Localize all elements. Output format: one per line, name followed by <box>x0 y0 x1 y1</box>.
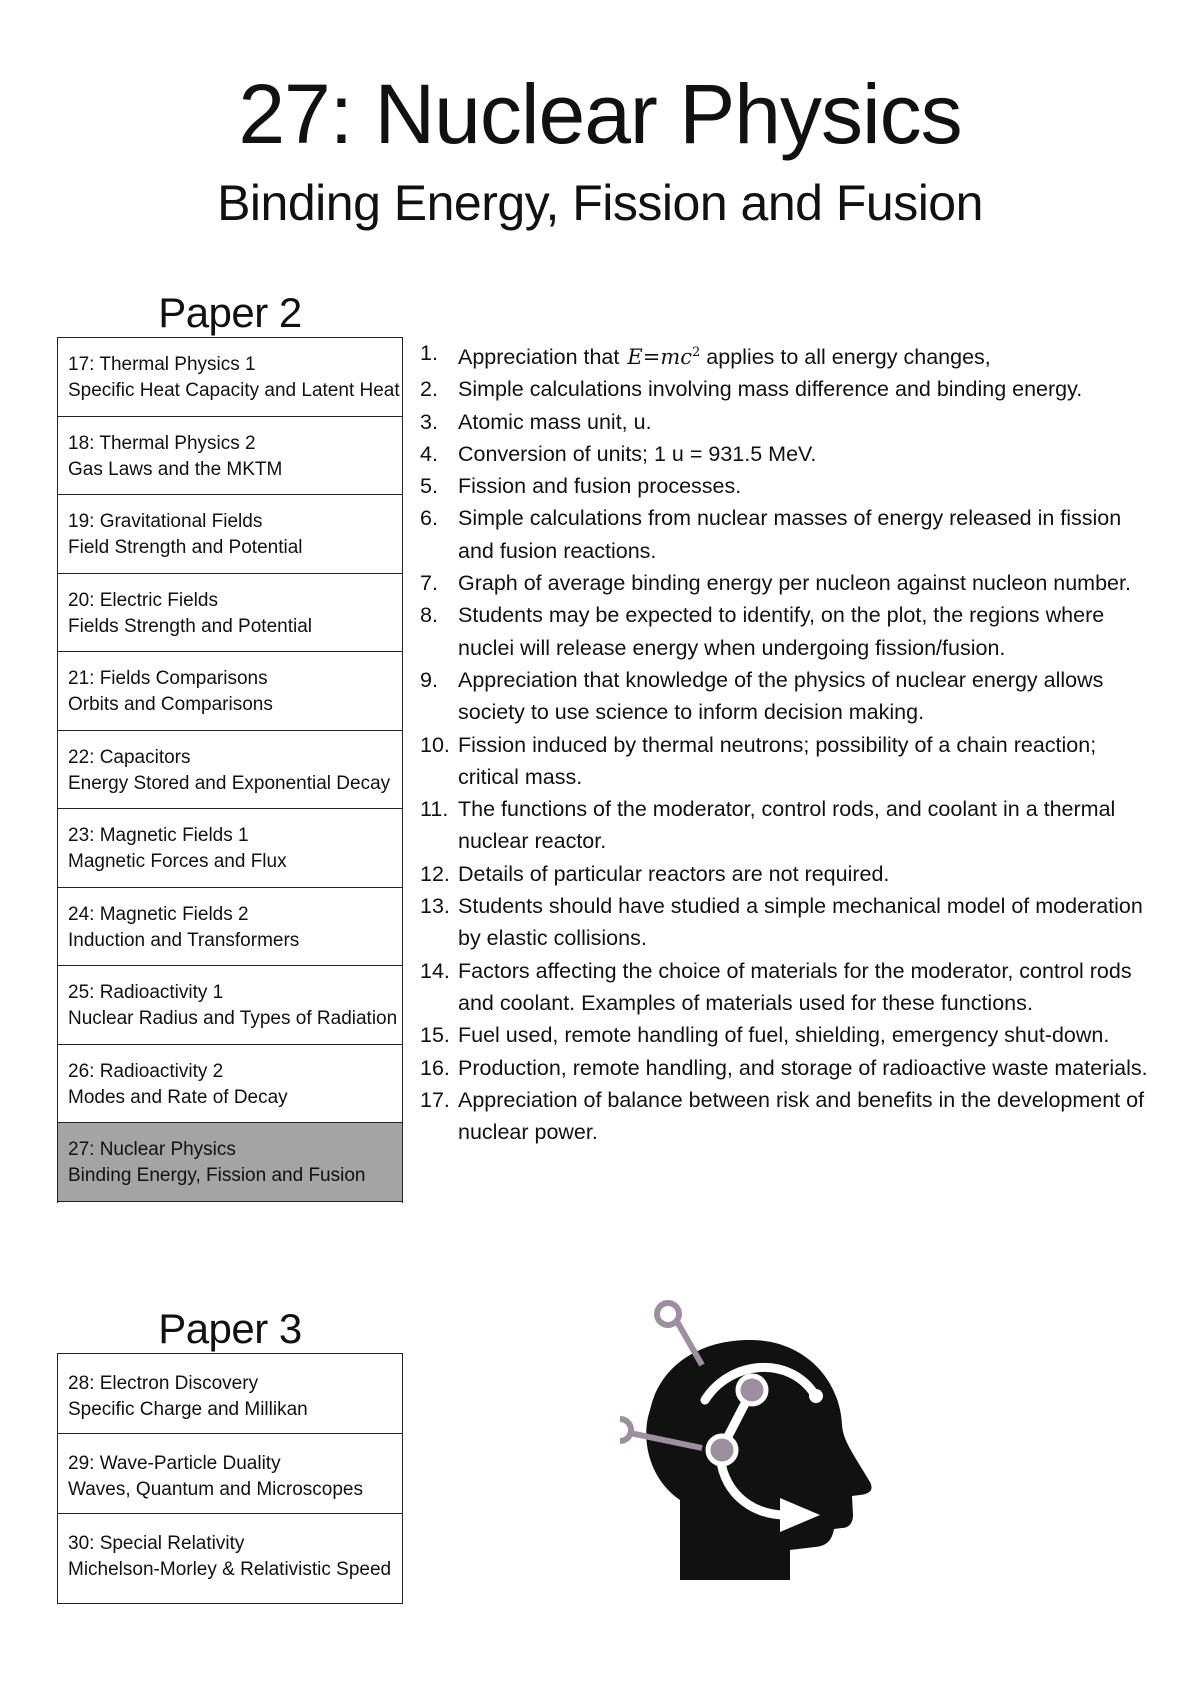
objective-number: 2. <box>420 377 438 402</box>
objective-item <box>420 890 1150 955</box>
topic-18-thermal-physics-2[interactable] <box>58 417 402 496</box>
objective-item <box>420 858 1150 890</box>
objective-number: 8. <box>420 603 438 628</box>
topic-23-magnetic-fields-1[interactable] <box>58 809 402 888</box>
objective-item <box>420 438 1150 470</box>
topic-22-capacitors[interactable] <box>58 731 402 810</box>
topic-17-thermal-physics-1[interactable] <box>58 338 402 417</box>
equation-exponent: 2 <box>692 345 701 360</box>
topic-subtitle: Binding Energy, Fission and Fusion <box>68 1165 366 1186</box>
topic-subtitle: Orbits and Comparisons <box>68 694 273 715</box>
objective-number: 1. <box>420 341 438 365</box>
topic-subtitle: Field Strength and Potential <box>68 537 303 558</box>
topic-title: 17: Thermal Physics 1 <box>68 354 256 375</box>
topic-subtitle: Energy Stored and Exponential Decay <box>68 772 391 794</box>
topic-subtitle: Michelson-Morley & Relativistic Speed <box>68 1559 392 1580</box>
objective-item <box>420 955 1150 1020</box>
topic-20-electric-fields[interactable] <box>58 574 402 653</box>
objective-text: Fission and fusion processes. <box>458 474 742 499</box>
topic-subtitle: Induction and Transformers <box>68 929 300 951</box>
objective-item <box>420 599 1150 664</box>
objective-item <box>420 567 1150 599</box>
topic-title: 29: Wave-Particle Duality <box>68 1453 281 1474</box>
topic-title: 23: Magnetic Fields 1 <box>68 825 249 846</box>
objective-number: 15. <box>420 1023 450 1048</box>
topic-24-magnetic-fields-2[interactable] <box>58 888 402 967</box>
topic-19-gravitational-fields[interactable] <box>58 495 402 574</box>
objective-item <box>420 1084 1150 1149</box>
objective-item <box>420 470 1150 502</box>
objective-text: Production, remote handling, and storage of radioactive waste materials. <box>458 1055 1148 1080</box>
topic-title: 27: Nuclear Physics <box>68 1139 236 1160</box>
topic-title: 25: Radioactivity 1 <box>68 982 224 1003</box>
topic-subtitle: Magnetic Forces and Flux <box>68 851 287 872</box>
topic-26-radioactivity-2[interactable] <box>58 1045 402 1124</box>
objective-item <box>420 502 1150 567</box>
objective-number: 13. <box>420 894 450 919</box>
objective-text: Fission induced by thermal neutrons; possibility of a chain reaction; critical mass. <box>458 732 1097 789</box>
page-title: 27: Nuclear Physics <box>238 67 962 161</box>
paper-2-heading: Paper 2 <box>158 289 302 336</box>
objective-text: Appreciation that knowledge of the physics of nuclear energy allows society to use science to inform decision making. <box>458 667 1104 725</box>
paper-2-topic-list <box>57 337 403 1203</box>
topic-subtitle: Waves, Quantum and Microscopes <box>68 1479 363 1500</box>
objective-item <box>420 664 1150 729</box>
topic-subtitle: Specific Heat Capacity and Latent Heat <box>68 380 400 401</box>
objective-number: 12. <box>420 861 450 886</box>
head-with-network-arrow-icon <box>620 1300 890 1580</box>
objective-number: 17. <box>420 1087 450 1112</box>
objective-text: Simple calculations involving mass difference and binding energy. <box>458 377 1083 402</box>
topic-title: 26: Radioactivity 2 <box>68 1060 224 1082</box>
topic-title: 21: Fields Comparisons <box>68 668 268 689</box>
objective-text: Conversion of units; 1 u = 931.5 MeV. <box>458 441 817 466</box>
objective-text-after: applies to all energy changes, <box>706 345 991 369</box>
objective-number: 14. <box>420 958 450 983</box>
objective-item <box>420 406 1150 438</box>
topic-title: 18: Thermal Physics 2 <box>68 432 256 454</box>
equation-lhs: E <box>627 345 643 369</box>
objective-number: 7. <box>420 571 438 596</box>
topic-30-special-relativity[interactable] <box>58 1514 402 1594</box>
topic-title: 20: Electric Fields <box>68 589 218 611</box>
objective-item <box>420 793 1150 858</box>
topic-title: 22: Capacitors <box>68 746 191 768</box>
objective-text: Students may be expected to identify, on the plot, the regions where nuclei will release energy when undergoing fission/fusion. <box>458 603 1105 660</box>
topic-subtitle: Fields Strength and Potential <box>68 615 312 637</box>
objective-item <box>420 729 1150 794</box>
objective-text: Atomic mass unit, u. <box>458 409 652 434</box>
objective-item <box>420 337 1150 373</box>
objective-number: 4. <box>420 441 438 466</box>
topic-27-nuclear-physics-active[interactable] <box>58 1123 402 1202</box>
topic-title: 28: Electron Discovery <box>68 1373 259 1394</box>
objective-text-before: Appreciation that <box>458 345 620 369</box>
objective-number: 16. <box>420 1055 450 1080</box>
objective-text: Students should have studied a simple mechanical model of moderation by elastic collisions. <box>458 894 1143 951</box>
topic-subtitle: Gas Laws and the MKTM <box>68 458 283 480</box>
topic-title: 30: Special Relativity <box>68 1533 245 1554</box>
objective-text: Details of particular reactors are not required. <box>458 861 890 886</box>
objective-item <box>420 1019 1150 1051</box>
mass-energy-equation: $E=mc^2$ <box>627 345 701 369</box>
objective-number: 3. <box>420 409 438 434</box>
objective-item <box>420 373 1150 405</box>
topic-subtitle: Nuclear Radius and Types of Radiation <box>68 1008 398 1029</box>
objective-number: 11. <box>420 797 449 822</box>
topic-subtitle: Specific Charge and Millikan <box>68 1399 308 1420</box>
objective-number: 9. <box>420 667 438 692</box>
equation-rhs: mc <box>660 345 692 369</box>
topic-28-electron-discovery[interactable] <box>58 1354 402 1434</box>
objective-text: Simple calculations from nuclear masses of energy released in fission and fusion reactions. <box>458 506 1122 563</box>
objective-item <box>420 1052 1150 1084</box>
objective-text: Factors affecting the choice of materials for the moderator, control rods and coolant. Examples of materials used for these functions. <box>458 958 1132 1015</box>
topic-21-fields-comparisons[interactable] <box>58 652 402 731</box>
learning-objectives-list <box>420 337 1150 1148</box>
objective-text: Graph of average binding energy per nucleon against nucleon number. <box>458 571 1131 596</box>
topic-title: 24: Magnetic Fields 2 <box>68 903 249 925</box>
topic-subtitle: Modes and Rate of Decay <box>68 1086 288 1108</box>
topic-25-radioactivity-1[interactable] <box>58 966 402 1045</box>
objective-text: The functions of the moderator, control rods, and coolant in a thermal nuclear reactor. <box>458 797 1116 854</box>
topic-29-wave-particle-duality[interactable] <box>58 1434 402 1514</box>
objective-text: Fuel used, remote handling of fuel, shielding, emergency shut-down. <box>458 1023 1110 1048</box>
page-subtitle: Binding Energy, Fission and Fusion <box>217 175 983 231</box>
objective-number: 10. <box>420 732 450 757</box>
objective-number: 6. <box>420 506 438 531</box>
objective-text: Appreciation of balance between risk and benefits in the development of nuclear power. <box>458 1087 1145 1145</box>
paper-3-heading: Paper 3 <box>158 1305 302 1352</box>
objective-number: 5. <box>420 474 438 499</box>
topic-title: 19: Gravitational Fields <box>68 511 263 532</box>
paper-3-topic-list <box>57 1353 403 1604</box>
